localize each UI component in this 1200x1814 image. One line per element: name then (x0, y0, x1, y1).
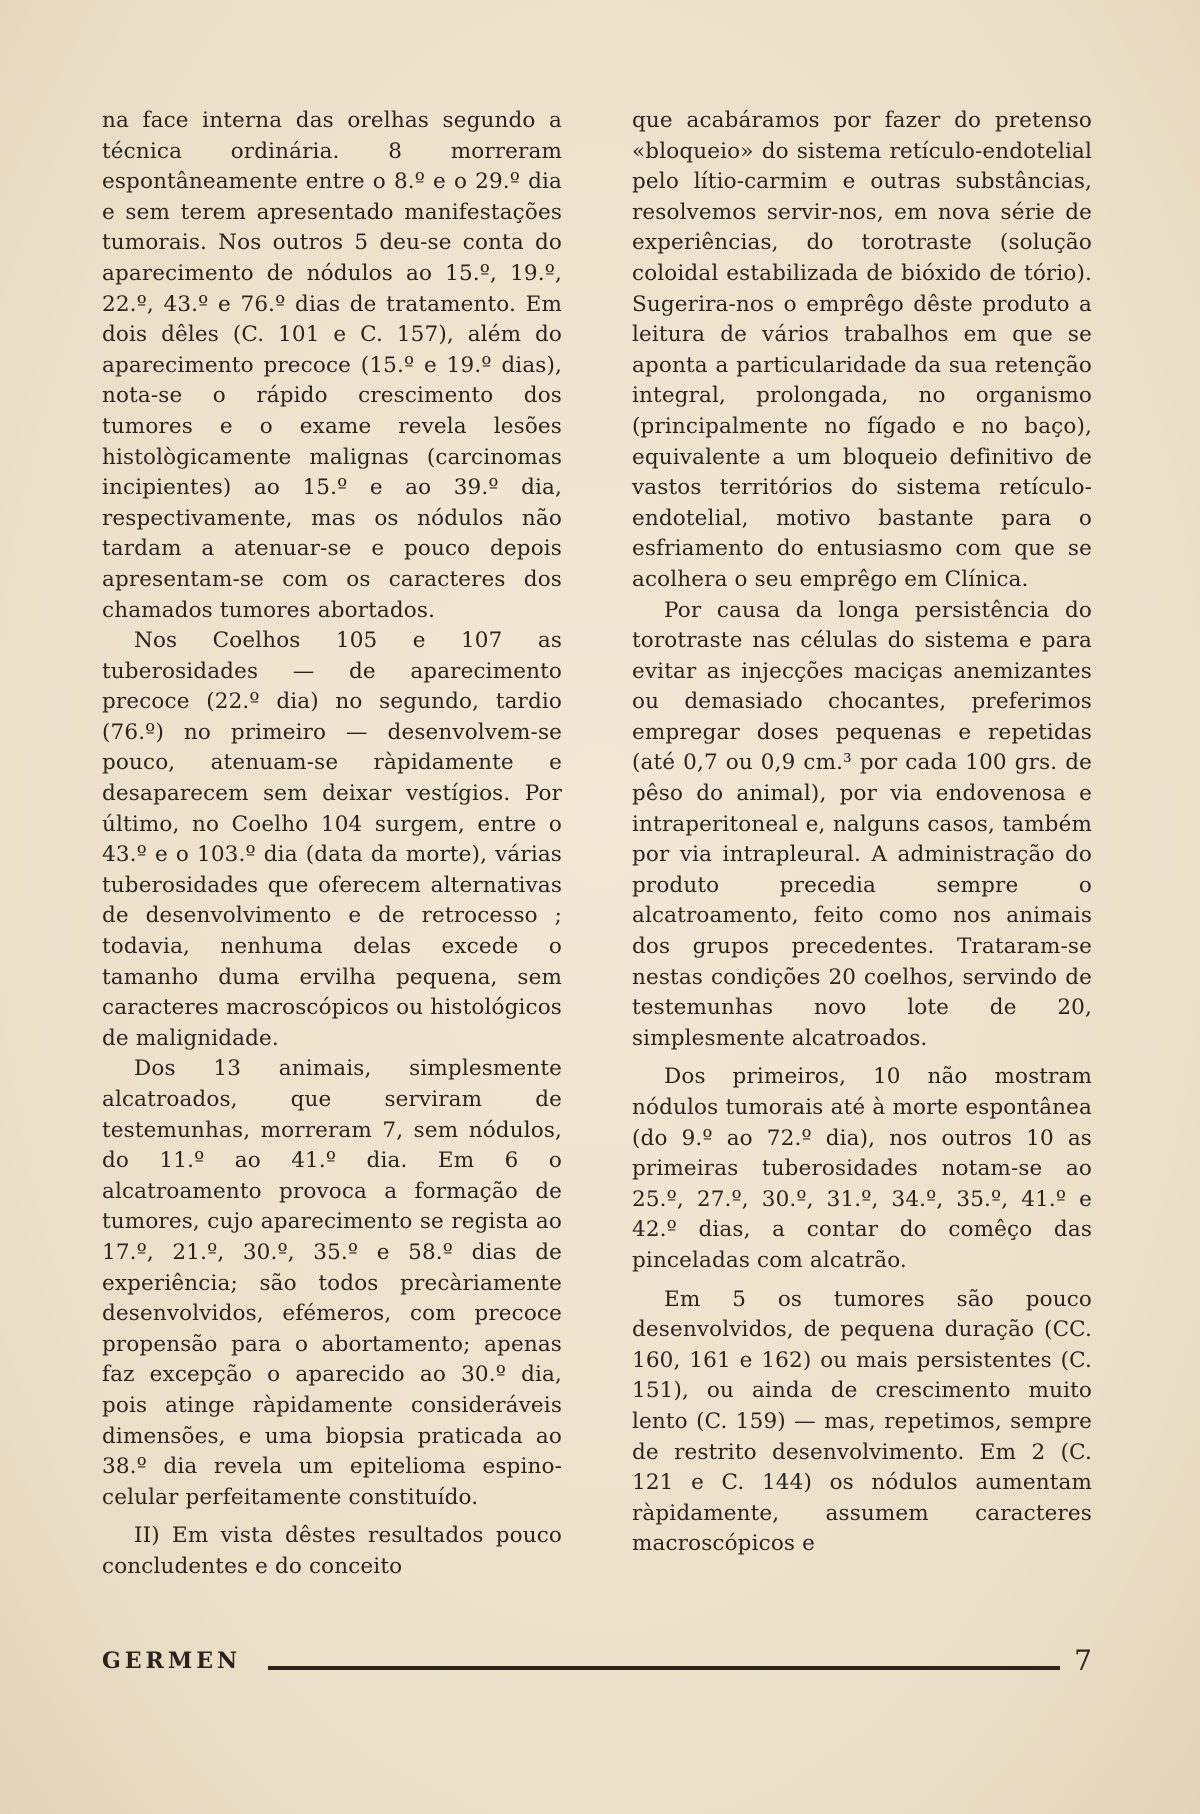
left-paragraph-2: Nos Coelhos 105 e 107 as tuberosidades — de aparecimento precoce (22.º dia) no segundo, tardio (76.º) no primeiro — desenvolvem-se pouco, atenuam-se ràpidamente e desaparecem sem deixar vestígios. Por último, no Coelho 104 surgem, entre o 43.º e o 103.º dia (data da morte), várias tuberosidades que oferecem alternativas de desenvolvimento e de retrocesso ; todavia, nenhuma delas excede o tamanho duma ervilha pequena, sem caracteres macroscópicos ou histológicos de malignidade. (102, 628, 562, 1051)
right-paragraph-2: Por causa da longa persistência do torotraste nas células do sistema e para evitar as injecções maciças anemizantes ou demasiado chocantes, preferimos empregar doses pequenas e repetidas (até 0,7 ou 0,9 cm.³ por cada 100 grs. de pêso do animal), por via endovenosa e intraperitoneal e, nalguns casos, também por via intrapleural. A administração do produto precedia sempre o alcatroamento, feito como nos animais dos grupos precedentes. Trataram-se nestas condições 20 coelhos, servindo de testemunhas novo lote de 20, simplesmente alcatroados. (632, 597, 1092, 1051)
left-column (102, 106, 562, 1583)
footer-rule (268, 1666, 1060, 1670)
journal-name: GERMEN (102, 1648, 242, 1674)
right-column (632, 106, 1092, 1560)
page-number: 7 (1074, 1644, 1092, 1677)
left-paragraph-4: II) Em vista dêstes resultados pouco concludentes e do conceito (102, 1523, 562, 1579)
right-paragraph-3: Dos primeiros, 10 não mostram nódulos tumorais até à morte espontânea (do 9.º ao 72.º dia), nos outros 10 as primeiras tuberosidades notam-se ao 25.º, 27.º, 30.º, 31.º, 34.º, 35.º, 41.º e 42.º dias, a contar do comêço das pinceladas com alcatrão. (632, 1064, 1092, 1273)
left-paragraph-3: Dos 13 animais, simplesmente alcatroados, que serviram de testemunhas, morreram 7, sem nódulos, do 11.º ao 41.º dia. Em 6 o alcatroamento provoca a formação de tumores, cujo aparecimento se regista ao 17.º, 21.º, 30.º, 35.º e 58.º dias de experiência; são todos precàriamente desenvolvidos, efémeros, com precoce propensão para o abortamento; apenas faz excepção o aparecido ao 30.º dia, pois atinge ràpidamente consideráveis dimensões, e uma biopsia praticada ao 38.º dia revela um epitelioma espino-celular perfeitamente constituído. (102, 1056, 562, 1510)
right-paragraph-4: Em 5 os tumores são pouco desenvolvidos, de pequena duração (CC. 160, 161 e 162) ou mais persistentes (C. 151), ou ainda de crescimento muito lento (C. 159) — mas, repetimos, sempre de restrito desenvolvimento. Em 2 (C. 121 e C. 144) os nódulos aumentam ràpidamente, assumem caracteres macroscópicos e (632, 1286, 1092, 1557)
left-paragraph-1: na face interna das orelhas segundo a técnica ordinária. 8 morreram espontâneamente entre o 8.º e o 29.º dia e sem terem apresentado manifestações tumorais. Nos outros 5 deu-se conta do aparecimento de nódulos ao 15.º, 19.º, 22.º, 43.º e 76.º dias de tratamento. Em dois dêles (C. 101 e C. 157), além do aparecimento precoce (15.º e 19.º dias), nota-se o rápido crescimento dos tumores e o exame revela lesões histològicamente malignas (carcinomas incipientes) ao 15.º e ao 39.º dia, respectivamente, mas os nódulos não tardam a atenuar-se e pouco depois apresentam-se com os caracteres dos chamados tumores abortados. (102, 108, 562, 623)
right-paragraph-1: que acabáramos por fazer do pretenso «bloqueio» do sistema retículo-endotelial pelo lítio-carmim e outras substâncias, resolvemos servir-nos, em nova série de experiências, do torotraste (solução coloidal estabilizada de bióxido de tório). Sugerira-nos o emprêgo dêste produto a leitura de vários trabalhos em que se aponta a particularidade da sua retenção integral, prolongada, no organismo (principalmente no fígado e no baço), equivalente a um bloqueio definitivo de vastos territórios do sistema retículo-endotelial, motivo bastante para o esfriamento do entusiasmo com que se acolhera o seu emprêgo em Clínica. (632, 108, 1092, 592)
page-footer (102, 1644, 1092, 1684)
